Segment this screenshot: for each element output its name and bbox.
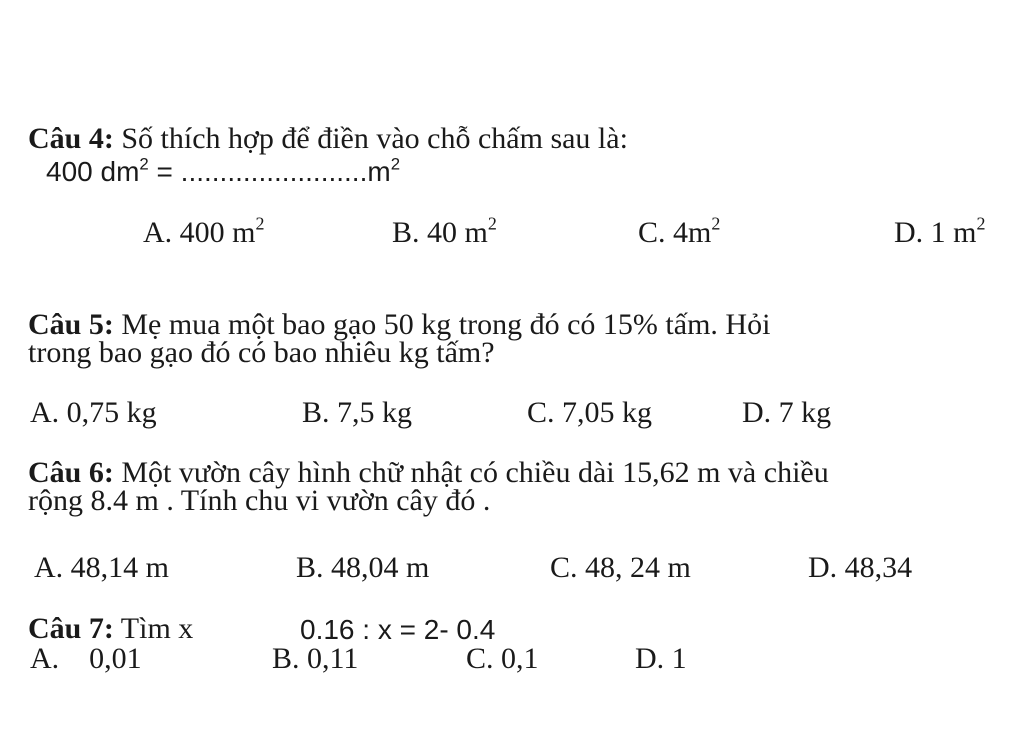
question-5-label: Câu 5: (28, 308, 114, 341)
question-4-title (28, 124, 628, 154)
question-4-option-a (143, 213, 265, 249)
question-6-option-b: B. 48,04 m (296, 551, 430, 584)
question-4-option-d (894, 213, 986, 249)
option-a-text: A. 400 m (143, 216, 256, 249)
question-6-option-d: D. 48,34 (808, 551, 913, 584)
option-c-text: C. 4m (638, 216, 712, 249)
option-b-exp: 2 (487, 213, 497, 234)
question-5-text-1: Mẹ mua một bao gạo 50 kg trong đó có 15% tấm. Hỏi (113, 308, 771, 341)
question-7-label: Câu 7: (28, 612, 114, 645)
question-4-option-c (638, 213, 721, 249)
option-c-exp: 2 (711, 213, 721, 234)
question-5-option-a: A. 0,75 kg (30, 396, 157, 429)
expr-exponent-2: 2 (390, 154, 401, 174)
question-7-prompt: Tìm x (113, 612, 194, 645)
question-4-text: Số thích hợp để điền vào chỗ chấm sau là: (113, 122, 628, 155)
question-6-option-c: C. 48, 24 m (550, 551, 691, 584)
question-7-line (28, 614, 193, 644)
question-6-option-a: A. 48,14 m (34, 551, 169, 584)
question-5-option-c: C. 7,05 kg (527, 396, 653, 429)
option-b-text: B. 40 m (392, 216, 488, 249)
question-7-option-a: A. 0,01 (30, 642, 142, 675)
question-4-expression (46, 154, 401, 187)
option-d-exp: 2 (976, 213, 986, 234)
question-4-option-b (392, 213, 497, 249)
question-6-label: Câu 6: (28, 456, 114, 489)
question-7-option-c: C. 0,1 (466, 642, 539, 675)
question-7-expression: 0.16 : x = 2- 0.4 (300, 614, 496, 645)
expr-blank: = ........................m (148, 156, 391, 187)
question-5-option-b: B. 7,5 kg (302, 396, 413, 429)
question-4-label: Câu 4: (28, 122, 114, 155)
question-7-option-d: D. 1 (635, 642, 687, 675)
question-7-option-b: B. 0,11 (272, 642, 359, 675)
question-5-option-d: D. 7 kg (742, 396, 832, 429)
question-6-line-2: rộng 8.4 m . Tính chu vi vườn cây đó . (28, 484, 491, 517)
expr-exponent: 2 (139, 154, 149, 174)
expr-left: 400 dm (46, 156, 140, 187)
option-d-text: D. 1 m (894, 216, 977, 249)
question-5-line-2: trong bao gạo đó có bao nhiêu kg tấm? (28, 336, 495, 369)
option-a-exp: 2 (255, 213, 265, 234)
question-6-text-1: Một vườn cây hình chữ nhật có chiều dài 15,62 m và chiều (113, 456, 829, 489)
